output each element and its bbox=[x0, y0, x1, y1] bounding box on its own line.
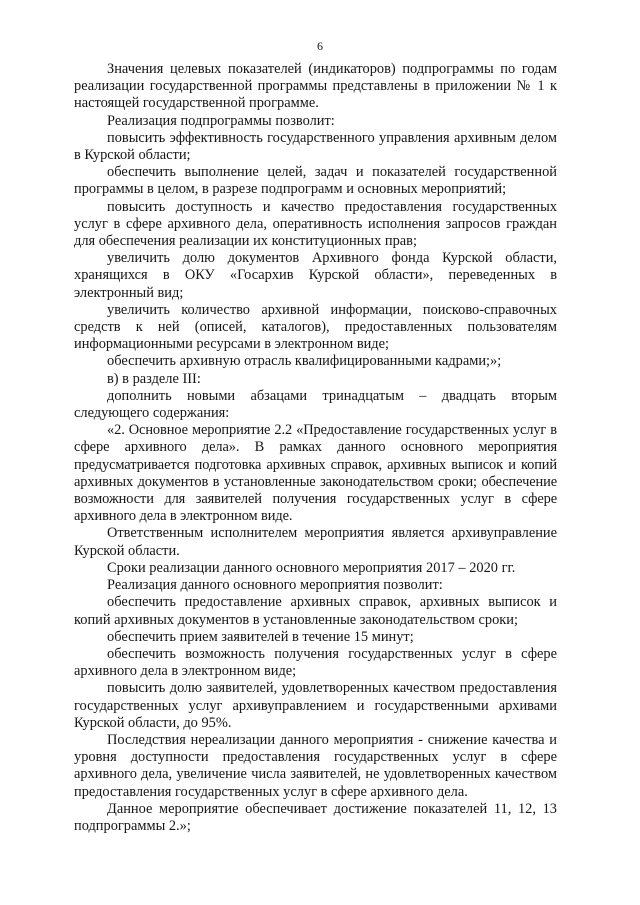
paragraph-accessibility: повысить доступность и качество предоставления государственных услуг в сфере архивного дела, оперативность исполнения запросов граждан для обеспечения реализации их конституционных прав; bbox=[74, 198, 557, 250]
page-number: 6 bbox=[317, 39, 323, 53]
paragraph-goals: обеспечить выполнение целей, задач и показателей государственной программы в целом, в разрезе подпрограмм и основных мероприятий; bbox=[74, 164, 557, 198]
paragraph-supplement: дополнить новыми абзацами тринадцатым – двадцать вторым следующего содержания: bbox=[74, 387, 557, 422]
paragraph-responsible: Ответственным исполнителем мероприятия является архивуправление Курской области. bbox=[74, 525, 557, 559]
paragraph-efficiency: повысить эффективность государственного управления архивным делом в Курской области; bbox=[74, 129, 557, 164]
paragraph-event-intro: Реализация данного основного мероприятия позволит: bbox=[107, 577, 443, 594]
document-body bbox=[74, 61, 557, 835]
paragraph-electronic: обеспечить возможность получения государственных услуг в сфере архивного дела в электронном виде; bbox=[74, 645, 557, 680]
paragraph-indicators-achieved: Данное мероприятие обеспечивает достижение показателей 11, 12, 13 подпрограммы 2.»; bbox=[74, 800, 557, 834]
paragraph-section-iii: в) в разделе III: bbox=[107, 370, 201, 387]
paragraph-satisfaction: повысить долю заявителей, удовлетворенных качеством предоставления государственных услуг архивуправлением и государственными архивами Курской области, до 95%. bbox=[74, 680, 557, 731]
paragraph-main-event: «2. Основное мероприятие 2.2 «Предоставление государственных услуг в сфере архивного дела». В рамках данного основного мероприятия предусматривается подготовка архивных справок, архивных выписок и копий архивных документов в установленные законодательством сроки; обеспечение возможности для заявителей получения государственных услуг в сфере архивного дела в электронном виде. bbox=[74, 422, 557, 525]
paragraph-reception: обеспечить прием заявителей в течение 15 минут; bbox=[107, 628, 414, 645]
paragraph-digitization: увеличить долю документов Архивного фонда Курской области, хранящихся в ОКУ «Госархив Курской области», переведенных в электронный вид; bbox=[74, 250, 557, 301]
paragraph-timeline: Сроки реализации данного основного мероприятия 2017 – 2020 гг. bbox=[107, 559, 516, 576]
paragraph-archive-info: увеличить количество архивной информации, поисково-справочных средств к ней (описей, каталогов), предоставленных пользователям информационными ресурсами в электронном виде; bbox=[74, 301, 557, 353]
paragraph-staff: обеспечить архивную отрасль квалифицированными кадрами;»; bbox=[107, 353, 502, 370]
paragraph-consequences: Последствия нереализации данного мероприятия - снижение качества и уровня доступности предоставления государственных услуг в сфере архивного дела, увеличение числа заявителей, не удовлетворенных качеством предоставления государственных услуг в сфере архивного дела. bbox=[74, 731, 557, 800]
paragraph-implementation-intro: Реализация подпрограммы позволит: bbox=[107, 112, 335, 129]
paragraph-certificates: обеспечить предоставление архивных справок, архивных выписок и копий архивных документов в установленные законодательством сроки; bbox=[74, 594, 557, 628]
paragraph-indicators: Значения целевых показателей (индикаторов) подпрограммы по годам реализации государственной программы представлены в приложении № 1 к настоящей государственной программе. bbox=[74, 61, 557, 112]
